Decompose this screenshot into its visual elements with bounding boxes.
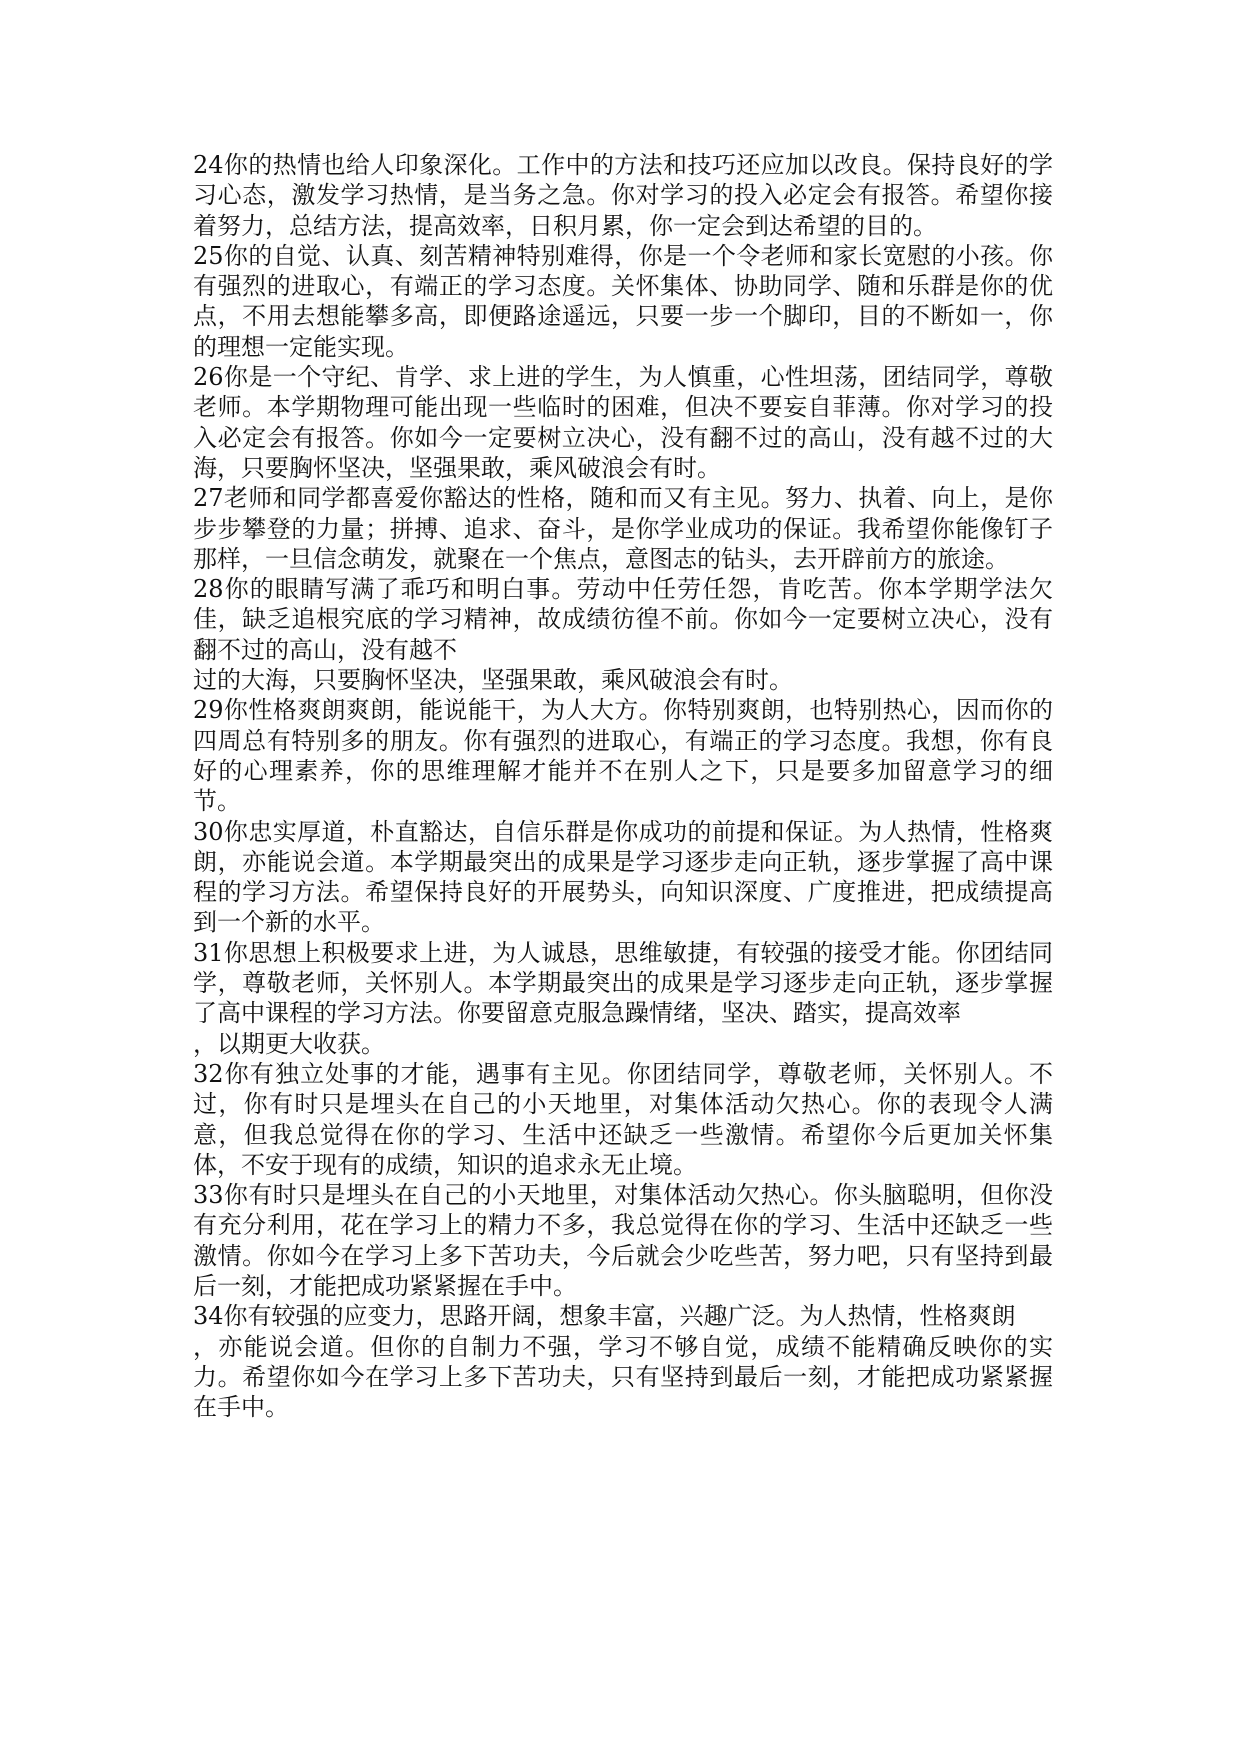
document-body xyxy=(193,150,1053,1422)
comment-paragraph-26: 26你是一个守纪、肯学、求上进的学生，为人慎重，心性坦荡，团结同学，尊敬老师。本学期物理可能出现一些临时的困难，但决不要妄自菲薄。你对学习的投入必定会有报答。你如今一定要树立决心，没有翻不过的高山，没有越不过的大海，只要胸怀坚决，坚强果敢，乘风破浪会有时。 xyxy=(193,363,1053,482)
comment-paragraph-33: 33你有时只是埋头在自己的小天地里，对集体活动欠热心。你头脑聪明，但你没有充分利用，花在学习上的精力不多，我总觉得在你的学习、生活中还缺乏一些激情。你如今在学习上多下苦功夫，今后就会少吃些苦，努力吧，只有坚持到最后一刻，才能把成功紧紧握在手中。 xyxy=(193,1181,1053,1300)
comment-paragraph-29: 29你性格爽朗爽朗，能说能干，为人大方。你特别爽朗，也特别热心，因而你的四周总有特别多的朋友。你有强烈的进取心，有端正的学习态度。我想，你有良好的心理素养，你的思维理解才能并不在别人之下，只是要多加留意学习的细节。 xyxy=(193,696,1053,816)
comment-paragraph-31: 31你思想上积极要求上进，为人诚恳，思维敏捷，有较强的接受才能。你团结同学，尊敬老师，关怀别人。本学期最突出的成果是学习逐步走向正轨，逐步掌握了高中课程的学习方法。你要留意克服急躁情绪，坚决、踏实，提高效率 ，以期更大收获。 xyxy=(193,938,1053,1058)
comment-paragraph-30: 30你忠实厚道，朴直豁达，自信乐群是你成功的前提和保证。为人热情，性格爽朗，亦能说会道。本学期最突出的成果是学习逐步走向正轨，逐步掌握了高中课程的学习方法。希望保持良好的开展势头，向知识深度、广度推进，把成绩提高到一个新的水平。 xyxy=(193,817,1053,937)
comment-paragraph-24: 24你的热情也给人印象深化。工作中的方法和技巧还应加以改良。保持良好的学习心态，激发学习热情，是当务之急。你对学习的投入必定会有报答。希望你接着努力，总结方法，提高效率，日积月累，你一定会到达希望的目的。 xyxy=(193,151,1053,240)
comment-paragraph-25: 25你的自觉、认真、刻苦精神特别难得，你是一个令老师和家长宽慰的小孩。你有强烈的进取心，有端正的学习态度。关怀集体、协助同学、随和乐群是你的优点，不用去想能攀多高，即便路途遥远，只要一步一个脚印，目的不断如一，你的理想一定能实现。 xyxy=(193,241,1053,361)
comment-paragraph-34: 34你有较强的应变力，思路开阔，想象丰富，兴趣广泛。为人热情，性格爽朗 ，亦能说会道。但你的自制力不强，学习不够自觉，成绩不能精确反映你的实力。希望你如今在学习上多下苦功夫，只有坚持到最后一刻，才能把成功紧紧握在手中。 xyxy=(193,1302,1053,1422)
comment-paragraph-32: 32你有独立处事的才能，遇事有主见。你团结同学，尊敬老师，关怀别人。不过，你有时只是埋头在自己的小天地里，对集体活动欠热心。你的表现令人满意，但我总觉得在你的学习、生活中还缺乏一些激情。希望你今后更加关怀集体，不安于现有的成绩，知识的追求永无止境。 xyxy=(193,1059,1053,1179)
comment-paragraph-28: 28你的眼睛写满了乖巧和明白事。劳动中任劳任怨，肯吃苦。你本学期学法欠佳，缺乏追根究底的学习精神，故成绩彷徨不前。你如今一定要树立决心，没有翻不过的高山，没有越不 过的大海，只要胸怀坚决，坚强果敢，乘风破浪会有时。 xyxy=(193,575,1053,695)
comment-paragraph-27: 27老师和同学都喜爱你豁达的性格，随和而又有主见。努力、执着、向上，是你步步攀登的力量；拼搏、追求、奋斗，是你学业成功的保证。我希望你能像钉子那样，一旦信念萌发，就聚在一个焦点，意图志的钻头，去开辟前方的旅途。 xyxy=(193,484,1053,573)
